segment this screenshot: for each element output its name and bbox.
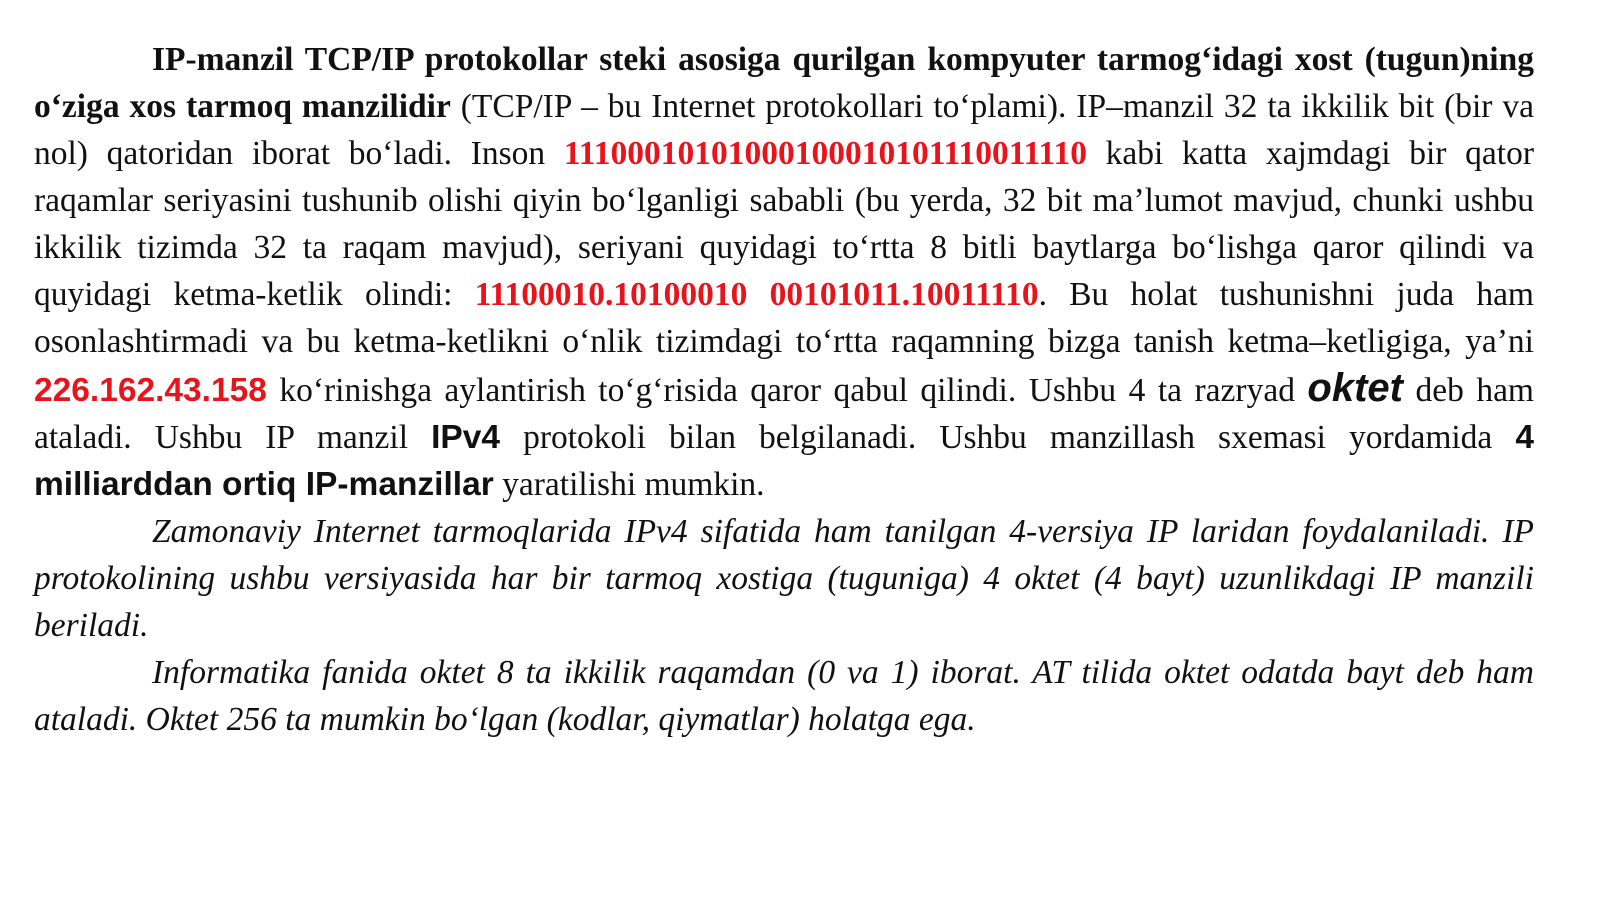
ipv4-term: IPv4 — [431, 419, 501, 456]
decimal-ip: 226.162.43.158 — [34, 372, 267, 409]
binary-ip-split: 11100010.10100010 00101011.10011110 — [474, 276, 1039, 313]
text-run: ko‘rinishga aylantirish to‘g‘risida qaror qabul qilindi. Ushbu 4 ta razryad — [266, 372, 1308, 409]
ip-definition-bold: IP-manzil TCP/IP protokollar steki asosiga qurilgan kompyuter tarmog‘idagi xost (tugun)ning o‘ziga xos tarmoq manzilidir — [34, 41, 1534, 125]
text-run: . Bu holat tushunishni juda ham osonlashtirmadi va bu ketma-ketlikni o‘nlik tizimdagi to‘rtta raqamning bizga tanish ketma–ketligiga, ya’ni — [34, 276, 1534, 360]
document-page — [34, 36, 1534, 743]
text-run: (TCP/IP – bu Internet protokollari to‘plami). IP–manzil 32 ta ikkilik bit (bir va nol) qatoridan iborat bo‘ladi. Inson — [34, 88, 1534, 172]
text-run: protokoli bilan belgilanadi. Ushbu manzillash sxemasi yordamida — [500, 419, 1516, 456]
oktet-term: oktet — [1307, 366, 1403, 410]
binary-ip-full: 11100010101000100010101110011110 — [563, 135, 1087, 172]
text-run: yaratilishi mumkin. — [493, 466, 765, 503]
ip-count-bold: 4 milliarddan ortiq IP-manzillar — [34, 419, 1535, 503]
text-run: deb ham ataladi. Ushbu IP manzil — [34, 372, 1534, 456]
paragraph-ipv4: Zamonaviy Internet tarmoqlarida IPv4 sifatida ham tanilgan 4-versiya IP laridan foydalaniladi. IP protokolining ushbu versiyasida har bir tarmoq xostiga (tuguniga) 4 oktet (4 bayt) uzunlikdagi IP manzili beriladi. — [34, 513, 1534, 644]
paragraph-ip-definition — [34, 36, 1534, 508]
paragraph-oktet: Informatika fanida oktet 8 ta ikkilik raqamdan (0 va 1) iborat. AT tilida oktet odatda bayt deb ham ataladi. Oktet 256 ta mumkin bo‘lgan (kodlar, qiymatlar) holatga ega. — [34, 654, 1534, 738]
text-run: kabi katta xajmdagi bir qator raqamlar seriyasini tushunib olishi qiyin bo‘lganligi sababli (bu yerda, 32 bit ma’lumot mavjud, chunki ushbu ikkilik tizimda 32 ta raqam mavjud), seriyani quyidagi to‘rtta 8 bitli baytlarga bo‘lishga qaror qilindi va quyidagi ketma-ketlik olindi: — [34, 135, 1534, 313]
